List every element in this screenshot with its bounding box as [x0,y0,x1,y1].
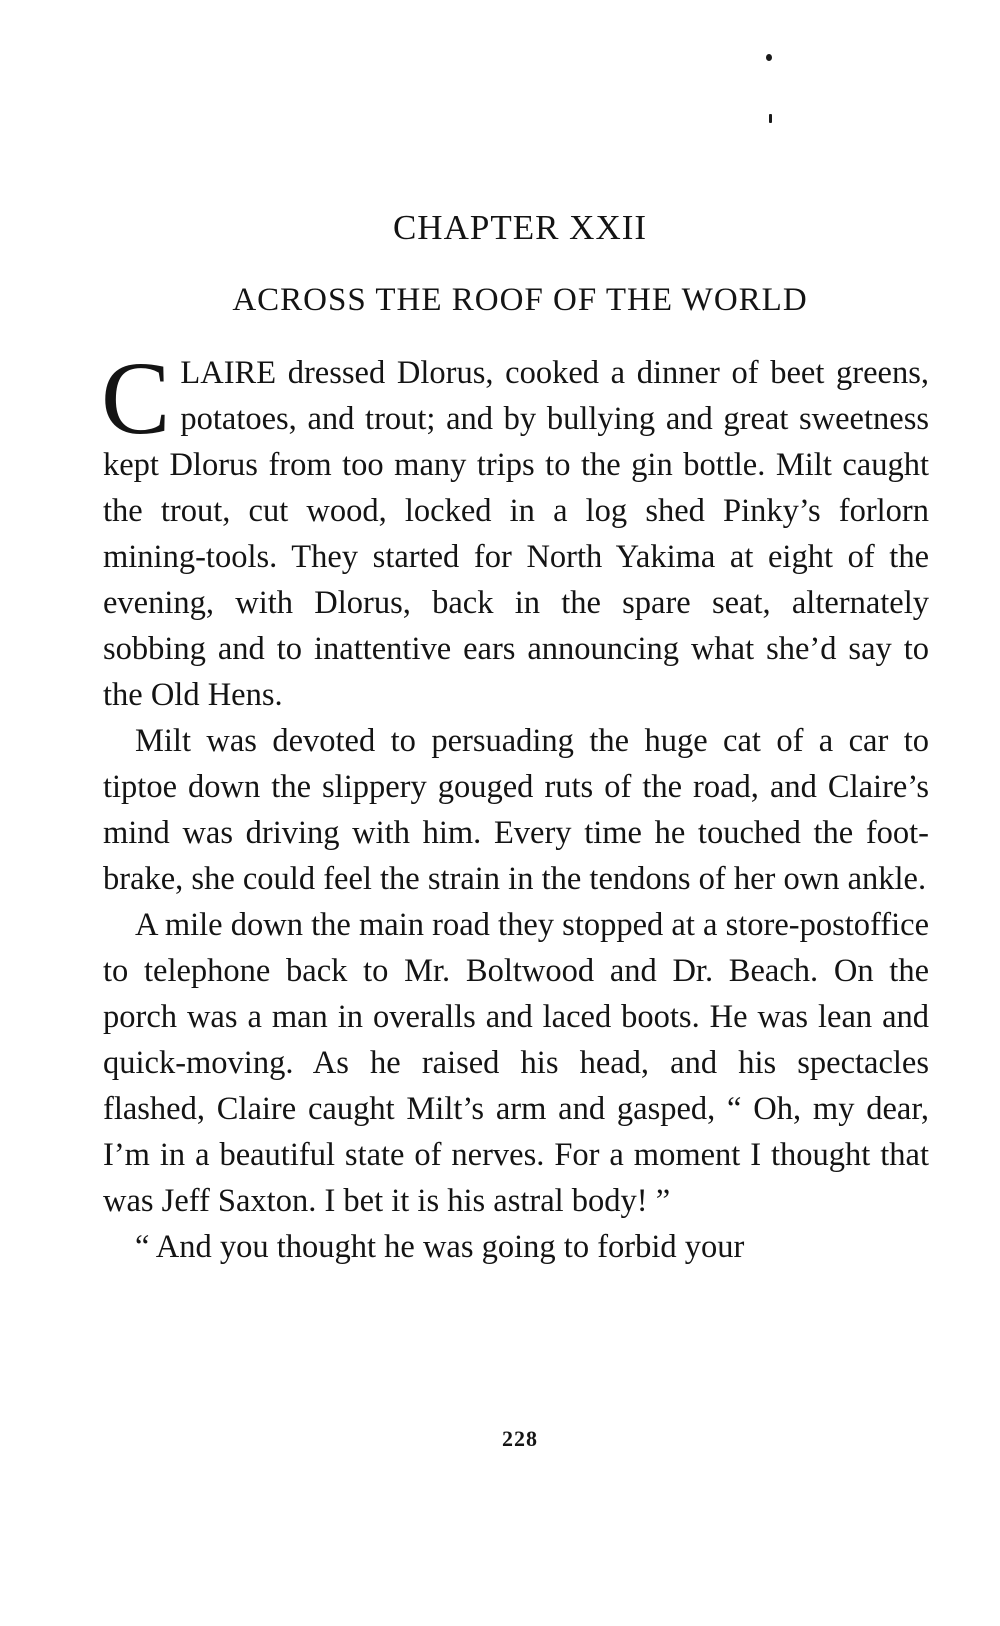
paragraph [101,341,929,718]
paragraph: “ And you thought he was going to forbid your [135,1229,745,1265]
paragraph: Milt was devoted to persuading the huge cat of a car to tiptoe down the slippery gouged ruts of the road, and Claire’s mind was driving with him. Every time he touched the foot-brake, she could feel the strain in the tendons of her own ankle. [103,723,929,897]
paragraph: A mile down the main road they stopped at a store-postoffice to telephone back to Mr. Boltwood and Dr. Beach. On the porch was a man in overalls and laced boots. He was lean and quick-moving. As he raised his head, and his spectacles flashed, Claire caught Milt’s arm and gasped, “ Oh, my dear, I’m in a beautiful state of nerves. For a moment I thought that was Jeff Saxton. I bet it is his astral body! ” [103,907,929,1219]
chapter-number: CHAPTER XXII [392,208,648,247]
body-text [101,341,929,1270]
drop-cap: C [101,341,171,456]
page-number: 228 [502,1426,538,1451]
chapter-title: ACROSS THE ROOF OF THE WORLD [232,282,808,318]
paragraph-text: LAIRE dressed Dlorus, cooked a dinner of beet greens, potatoes, and trout; and by bullying and great sweetness kept Dlorus from too many trips to the gin bottle. Milt caught the trout, cut wood, locked in a log shed Pinky’s forlorn mining-tools. They started for North Yakima at eight of the evening, with Dlorus, back in the spare seat, alternately sobbing and to inattentive ears announcing what she’d say to the Old Hens. [103,355,929,713]
ink-speck [766,54,772,61]
ink-speck [769,114,772,123]
